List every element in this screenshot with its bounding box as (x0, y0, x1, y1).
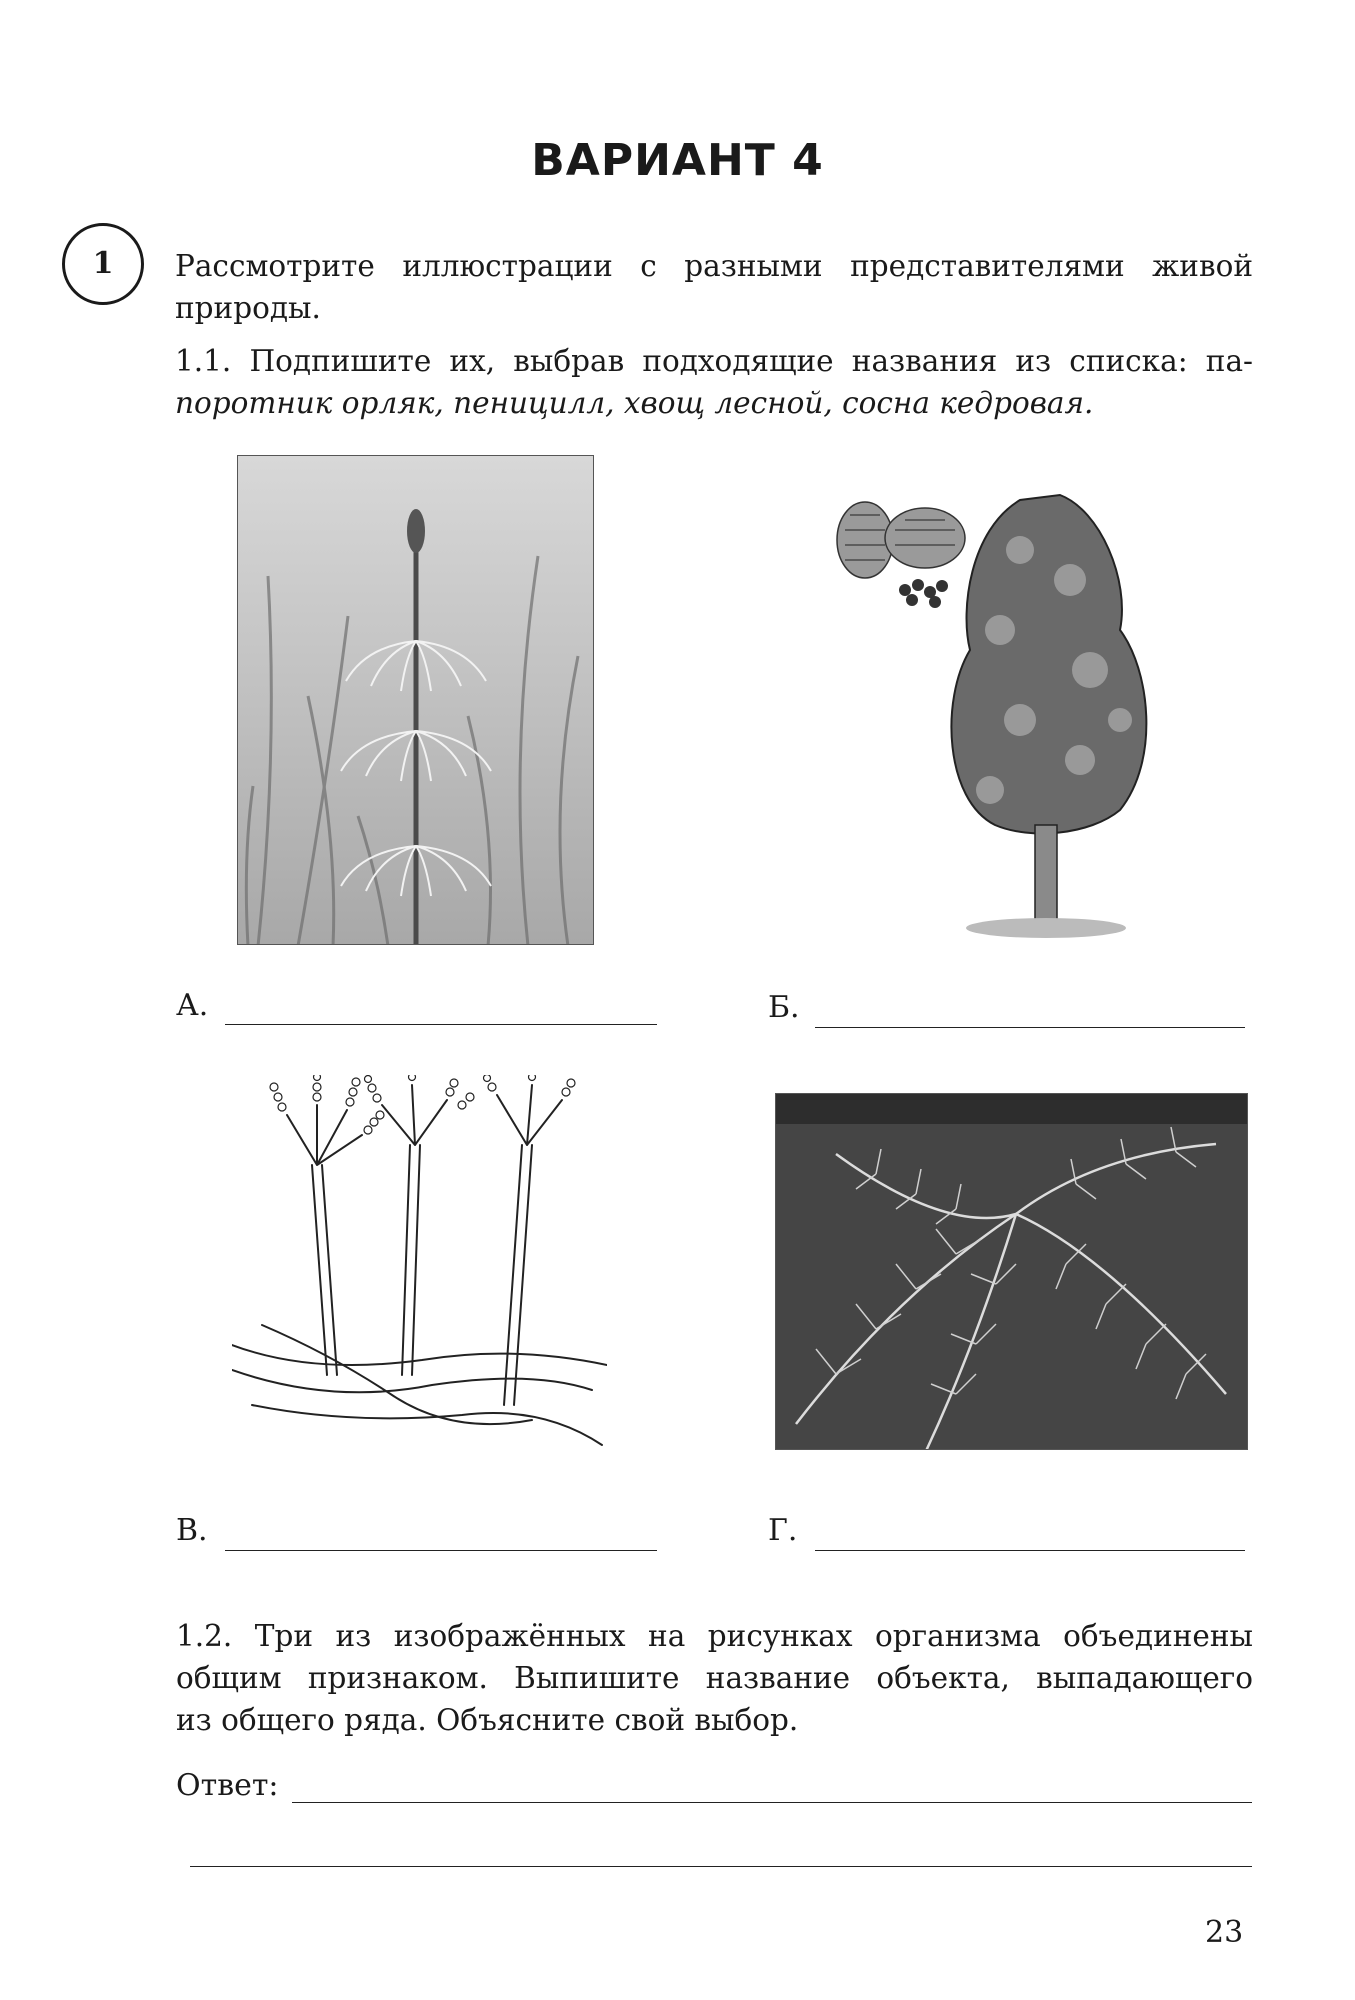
answer-line-1[interactable] (292, 1802, 1252, 1803)
question-1-2-line-2: общим признаком. Выпишите название объекта, выпадающего (176, 1661, 1253, 1695)
answer-line-g[interactable] (815, 1550, 1245, 1551)
task-intro-line-2: природы. (175, 291, 321, 325)
penicillium-drawing (232, 1075, 607, 1460)
page-number: 23 (1205, 1915, 1244, 1950)
page-title: ВАРИАНТ 4 (531, 135, 824, 186)
cedar-pine-drawing (820, 470, 1170, 945)
answer-line-a[interactable] (225, 1024, 657, 1025)
task-intro-line-1: Рассмотрите иллюстрации с разными представителями живой (175, 249, 1253, 283)
question-1-2-line-1: 1.2. Три из изображённых на рисунках организма объединены (176, 1619, 1253, 1653)
question-1-1-line-1: 1.1. Подпишите их, выбрав подходящие названия из списка: па- (175, 344, 1253, 378)
figure-label-a: А. (176, 988, 209, 1023)
answer-label: Ответ: (176, 1768, 279, 1803)
figure-label-v: В. (176, 1513, 208, 1548)
fern-photo (775, 1093, 1248, 1450)
figure-label-g: Г. (768, 1513, 798, 1548)
answer-line-2[interactable] (190, 1866, 1252, 1867)
question-1-2-line-3: из общего ряда. Объясните свой выбор. (176, 1703, 799, 1737)
question-1-1-line-2: поротник орляк, пеницилл, хвощ лесной, сосна кедровая. (175, 386, 1094, 420)
task-number-badge: 1 (62, 223, 144, 305)
answer-line-b[interactable] (815, 1027, 1245, 1028)
horsetail-photo (237, 455, 594, 945)
answer-line-v[interactable] (225, 1550, 657, 1551)
figure-label-b: Б. (768, 990, 800, 1025)
